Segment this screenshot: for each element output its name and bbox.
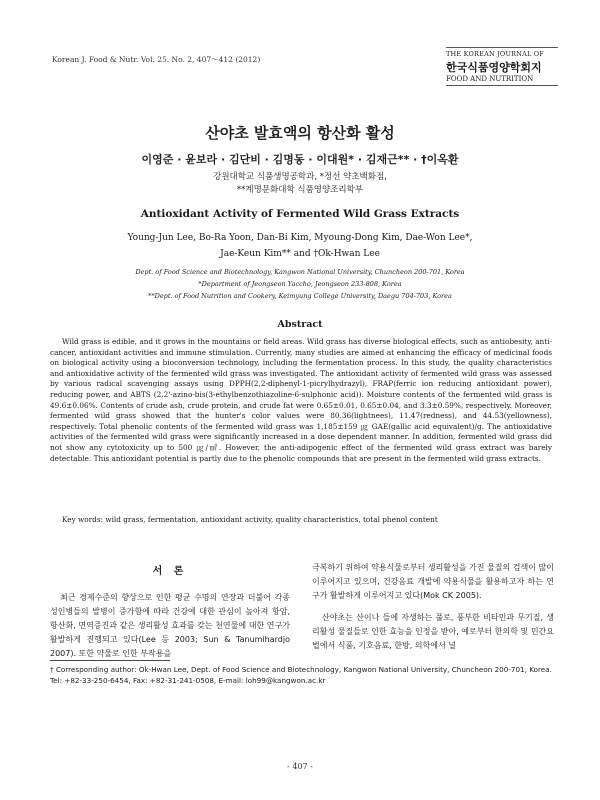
keywords: Key words: wild grass, fermentation, antioxidant activity, quality characteristics, total phenol content — [62, 515, 438, 524]
authors-en-line-1: Young-Jun Lee, Bo-Ra Yoon, Dan-Bi Kim, Myoung-Dong Kim, Dae-Won Lee*, — [127, 233, 473, 243]
intro-heading: 서 론 — [152, 566, 188, 577]
affiliation-ko-line-2: **계명문화대학 식품영양조리학부 — [236, 185, 364, 195]
journal-name-en-top: THE KOREAN JOURNAL OF — [446, 47, 558, 58]
corresponding-author-footnote: † Corresponding author: Ok-Hwan Lee, Dept. of Food Science and Biotechnology, Kangwon National University, Chuncheon 200-701, Korea. Tel: +82-33-250-6454, Fax: +82-31-241-0508, E-mail: loh99@kangwon.ac.kr — [50, 665, 552, 685]
footnote-divider — [50, 660, 170, 661]
authors-en-line-2: Jae-Keun Kim** and †Ok-Hwan Lee — [220, 249, 380, 259]
intro-paragraph-1-continued: 극복하기 위하여 약용식물로부터 생리활성을 가진 물질의 검색이 많이 이루어지고 있으며, 건강음료 개발에 약용식물을 활용하고자 하는 연구가 활발하게 이루어지고 있다(Mok CK 2005). — [312, 563, 554, 600]
intro-left-column — [50, 565, 290, 661]
affiliation-en-line-3: **Dept. of Food Nutrition and Cookery, Keimyung College University, Daegu 704-703, Korea — [148, 292, 452, 300]
affiliation-ko-line-1: 강원대학교 식품생명공학과, *정선 약초백화점, — [213, 172, 387, 182]
journal-masthead — [446, 47, 558, 86]
intro-right-column — [312, 561, 554, 653]
affiliation-en-line-1: Dept. of Food Science and Biotechnology, Kangwon National University, Chuncheon 200-701, Korea — [135, 268, 465, 276]
abstract-text: Wild grass is edible, and it grows in the mountains or field areas. Wild grass has diverse biological effects, such as antiobesity, anti-cancer, antioxidant activities and immune stimulation. Currently, many studies are aimed at enhancing the efficacy of medicinal foods on biological activity using a bioconversion technology, including the fermentation process. In this study, the quality characteristics and antioxidative activity of the fermented wild grass was investigated. The antioxidant activity of fermented wild grass was assessed by various radical scavenging assays using DPPH(2,2-diphenyl-1-picrylhydrazyl), FRAP(ferric ion reducing antioxidant power), reducing power, and ABTS (2,2'-azino-bis(3-ethylbenzothiazoline-6-sulphonic acid)). Moisture contents of the fermented wild grass is 49.6±0.06%. Contents of crude ash, crude protein, and crude fat were 0.65±0.01, 0.65±0.04, and 3.3±0.59%, respectively. Moreover, fermented wild grass showed that the hunter's color values were 80.36(lightnees), 11.47(redness), and 44.53(yellowness), respectively. Total phenolic contents of the fermented wild grass was 1,185±159 ㎍ GAE(gallic acid equivalent)/g. The antioxidative activities of the fermented wild grass were significantly increased in a dose dependent manner. In addition, fermented wild grass did not show any cytotoxicity up to 500 ㎍/㎖. However, the anti-adipogenic effect of the fermented wild grass extract was barely detectable. This antioxidant potential is partly due to the phenolic compounds that are present in the fermented wild grass extracts. — [50, 337, 552, 463]
journal-name-ko: 한국식품영양학회지 — [446, 61, 542, 74]
intro-paragraph-1: 최근 경제수준의 향상으로 인한 평균 수명의 연장과 더불어 각종 성인병들의 발병이 증가함에 따라 건강에 대한 관심이 높아져 항암, 항산화, 면역증진과 같은 생리활성 효과를 갖는 천연물에 대한 연구가 활발하게 진행되고 있다(Lee 등 2003; Sun & Tanumihardjo 2007). 또한 약물로 인한 부작용을 — [50, 593, 290, 658]
intro-paragraph-2: 산야초는 산이나 들에 자생하는 풀로, 풍부한 비타민과 무기질, 생리활성 물질들로 인한 효능을 인정을 받아, 예로부터 한의학 및 민간요법에서 식품, 기호음료, 한방, 의학에서 널 — [312, 613, 554, 650]
paper-title-en: Antioxidant Activity of Fermented Wild Grass Extracts — [140, 208, 460, 220]
abstract-body — [50, 337, 552, 464]
journal-name-en-bottom: FOOD AND NUTRITION — [446, 75, 558, 86]
paper-title-ko: 산야초 발효액의 항산화 활성 — [205, 124, 395, 142]
authors-ko: 이영준 · 윤보라 · 김단비 · 김명동 · 이대원* · 김재근** · †이옥환 — [141, 153, 459, 166]
abstract-heading: Abstract — [277, 319, 323, 330]
affiliation-en-line-2: *Department of Jeongseon Yaccho, Jeongseon 233-808, Korea — [198, 280, 402, 288]
page-number: - 407 - — [287, 762, 313, 771]
journal-citation: Korean J. Food & Nutr. Vol. 25. No. 2, 407～412 (2012) — [52, 55, 261, 64]
